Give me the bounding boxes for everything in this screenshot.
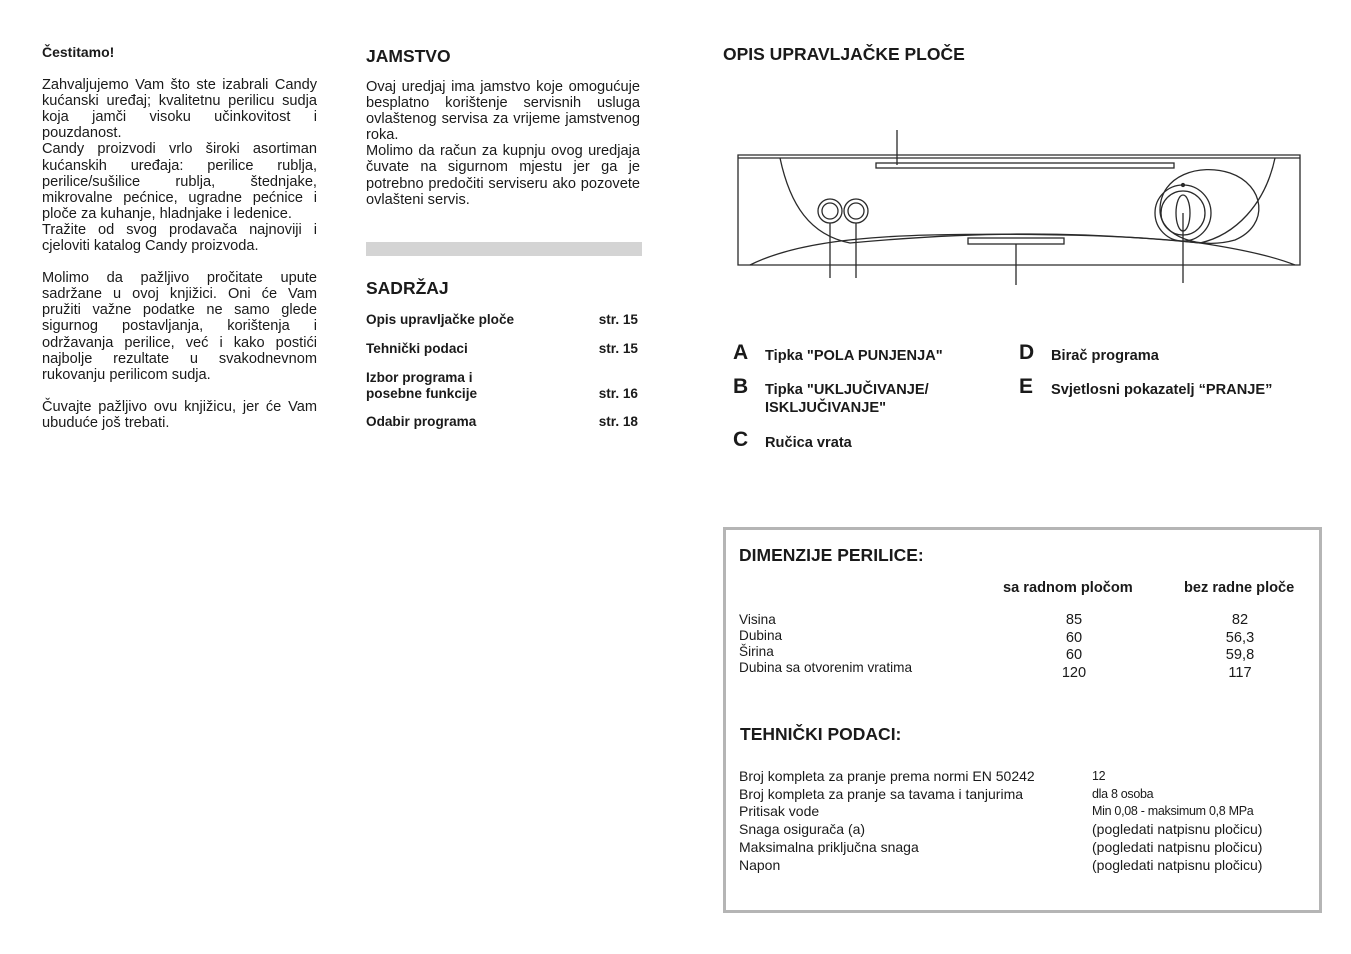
intro-paragraph-4: Molimo da pažljivo pročitate upute sadržane u ovoj knjižici. Oni će Vam pružiti važne podatke ne samo glede sigurnog postavljanja, korištenja i održavanja perilice, već i kako postići najbolje rezultate u svakodnevnom rukovanju perilicom sudja.	[42, 270, 317, 383]
legend-letter: C	[733, 428, 749, 451]
contents-list	[366, 312, 638, 430]
technical-value: dla 8 osoba	[1092, 786, 1154, 801]
contents-item[interactable]	[366, 414, 638, 430]
legend-letter: B	[733, 375, 749, 398]
contents-item[interactable]	[366, 312, 638, 328]
technical-label: Maksimalna priključna snaga	[739, 838, 919, 855]
guarantee-paragraph-1: Ovaj uredjaj ima jamstvo koje omogućuje besplatno korištenje servisnih usluga ovlaštenog servisa za vrijeme jamstvenog roka.	[366, 79, 640, 144]
intro-paragraph-5: Čuvajte pažljivo ovu knjižicu, jer će Vam ubuduće još trebati.	[42, 398, 317, 431]
contents-item-page: str. 16	[598, 386, 638, 401]
legend-letter: A	[733, 341, 749, 364]
guarantee-title: JAMSTVO	[366, 46, 451, 66]
legend-text: Birač programa	[1051, 348, 1159, 364]
divider-bar	[366, 242, 642, 256]
intro-paragraph-1: Zahvaljujemo Vam što ste izabrali Candy kućanski uređaj; kvalitetnu perilicu sudja koja jamči visoku učinkovitost i pouzdanost.	[42, 77, 317, 142]
contents-item[interactable]	[366, 341, 638, 357]
technical-label: Pritisak vode	[739, 803, 820, 820]
legend-letter: E	[1019, 375, 1034, 398]
dimension-value: 120	[1061, 664, 1087, 681]
dimensions-without-values	[1210, 612, 1270, 682]
contents-item-page: str. 18	[598, 414, 638, 429]
legend-text: Ručica vrata	[765, 435, 852, 451]
dimension-value: 60	[1065, 629, 1083, 646]
contents-item-label: Opis upravljačke ploče	[366, 312, 515, 327]
technical-title: TEHNIČKI PODACI:	[740, 724, 902, 744]
dimension-label: Dubina	[739, 628, 783, 643]
selector-housing	[1160, 170, 1259, 244]
dimension-value: 60	[1065, 647, 1083, 663]
dimension-value: 56,3	[1225, 629, 1255, 646]
technical-values	[1092, 768, 1262, 874]
dimension-label: Širina	[739, 644, 774, 659]
dimensions-title: DIMENZIJE PERILICE:	[739, 545, 924, 565]
contents-item-label: Izbor programa i posebne funkcije	[366, 370, 478, 401]
dimensions-col-with: sa radnom pločom	[1003, 580, 1133, 596]
dimension-value: 59,8	[1225, 647, 1255, 663]
technical-value: Min 0,08 - maksimum 0,8 MPa	[1092, 804, 1254, 819]
contents-item-page: str. 15	[598, 341, 638, 356]
greeting: Čestitamo!	[42, 44, 115, 60]
technical-label: Broj kompleta za pranje sa tavama i tanjurima	[739, 785, 1024, 802]
dimensions-labels	[739, 612, 912, 676]
guarantee-section	[366, 46, 640, 208]
contents-item-label: Tehnički podaci	[366, 341, 468, 356]
technical-label: Napon	[739, 856, 781, 873]
technical-label: Snaga osigurača (a)	[739, 821, 866, 838]
technical-label: Broj kompleta za pranje prema normi EN 50242	[739, 768, 1035, 784]
contents-item[interactable]	[366, 370, 638, 402]
indicator-slot	[876, 163, 1174, 168]
technical-value: (pogledati natpisnu pločicu)	[1092, 838, 1263, 855]
legend-letter: D	[1019, 341, 1035, 364]
contents-title: SADRŽAJ	[366, 278, 449, 298]
technical-value: (pogledati natpisnu pločicu)	[1092, 856, 1263, 873]
dimension-label: Dubina sa otvorenim vratima	[739, 660, 913, 675]
intro-paragraph-3: Tražite od svog prodavača najnoviji i cjeloviti katalog Candy proizvoda.	[42, 221, 317, 255]
technical-labels	[739, 768, 1035, 874]
control-panel-diagram	[730, 125, 1310, 295]
legend-text: Svjetlosni pokazatelj “PRANJE”	[1051, 382, 1273, 398]
dimensions-with-values	[1044, 612, 1104, 682]
technical-value: 12	[1092, 769, 1106, 783]
legend-text: Tipka "UKLJUČIVANJE/ ISKLJUČIVANJE"	[765, 382, 929, 416]
contents-item-page: str. 15	[598, 312, 638, 327]
contents-item-label: Odabir programa	[366, 414, 477, 429]
dimension-label: Visina	[739, 612, 776, 627]
legend-text: Tipka "POLA PUNJENJA"	[765, 348, 943, 364]
dimension-value: 82	[1231, 612, 1249, 628]
dimension-value: 117	[1228, 664, 1252, 681]
panel-title: OPIS UPRAVLJAČKE PLOČE	[723, 44, 965, 64]
technical-value: (pogledati natpisnu pločicu)	[1092, 821, 1263, 838]
intro-paragraph-2: Candy proizvodi vrlo široki asortiman kućanskih uređaja: perilice rublja, perilice/sušilice rublja, štednjake, mikrovalne pećnice, ugradne pećnice i ploče za kuhanje, hladnjake i ledenice.	[42, 141, 317, 222]
dimension-value: 85	[1065, 612, 1083, 628]
dimensions-col-without: bez radne ploče	[1184, 580, 1295, 596]
guarantee-paragraph-2: Molimo da račun za kupnju ovog uredjaja čuvate na sigurnom mjestu jer ga je potrebno predočiti serviseru ako pozovete ovlašteni servis.	[366, 143, 640, 208]
intro-section	[42, 44, 317, 431]
door-handle	[968, 238, 1064, 244]
